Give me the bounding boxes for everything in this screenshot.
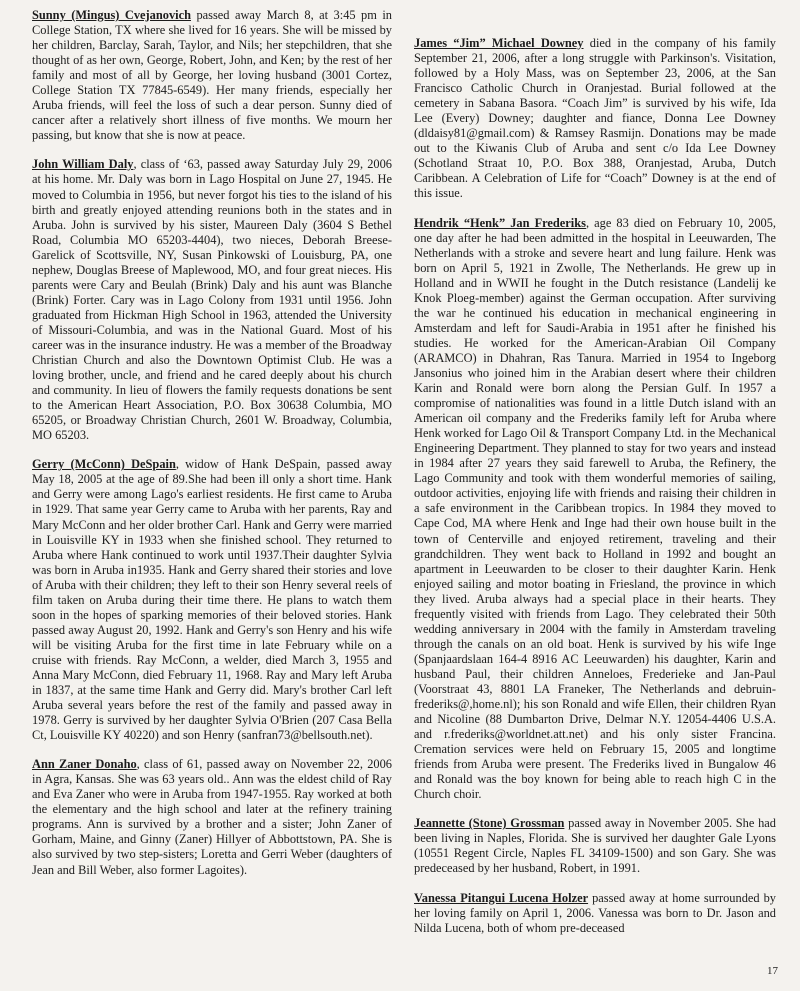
- obituary-entry: [414, 216, 776, 803]
- obituary-name: Hendrik “Henk” Jan Frederiks: [414, 215, 586, 230]
- obituary-text: , class of ‘63, passed away Saturday July 29, 2006 at his home. Mr. Daly was born in Lago Hospital on June 27, 1945. He moved to Columbia in 1956, but never forgot his ties to the island of his birth and greatly enjoyed attending reunions both in the states and in Aruba. John is survived by his sister, Maureen Daly (3604 S Bethel Road, Columbia MO 65203-4404), two nieces, Deborah Breese-Garelick of Scottsville, NY, Susan Pinkowski of Louisburg, PA, one nephew, Douglas Breese of Maplewood, MO, and four great nieces. His parents were Cary and Beulah (Brink) Daly and his aunt was Blanche (Brink) Forter. Cary was in Lago Colony from 1931 until 1956. John graduated from Hickman High School in 1963, attended the University of Missouri-Columbia, and was in the National Guard. Most of his career was in the insurance industry. He was a member of the Broadway Christian Church and also the Downtown Optimist Club. He was a loving brother, uncle, and friend and he cared deeply about his church and community. In lieu of flowers the family requests donations be sent to the American Heart Association, P.O. Box 30638 Columbia, MO 65205, or Broadway Christian Church, 2601 W. Broadway, Columbia, MO 65203.: [32, 157, 392, 443]
- obituary-text: passed away in November 2005. She had been living in Naples, Florida. She is survived her daughter Gale Lyons (10551 Regent Circle, Naples FL 34109-1500) and son Gary. She was predeceased by her husband, Robert, in 1991.: [414, 816, 776, 876]
- obituary-entry: [32, 8, 392, 143]
- obituary-name: Jeannette (Stone) Grossman: [414, 816, 565, 831]
- page-number: 17: [767, 965, 778, 977]
- obituary-entry: [32, 457, 392, 743]
- obituary-text: , age 83 died on February 10, 2005, one day after he had been admitted in the hospital in Leeuwarden, The Netherlands with a stroke and severe heart and lung failure. Henk was born on April 5, 1921 in Zwolle, The Netherlands. He grew up in Holland and in WWII he fought in the Dutch resistance (Landelij ke Knok Ploeg-member) against the German occupation. After surviving the war he continued his education in mechanical engineering in Amsterdam and left for Saudi-Arabia in 1951 after he finished his studies. He worked for the American-Arabian Oil Company (ARAMCO) in Dhahran, Ras Tanura. Married in 1954 to Ingeborg Jansonius who joined him in the Arabian desert where their children Karin and Ronald were born along the Persian Gulf. In 1957 a compromise of nationalities was found in a little Dutch island with an American oil company and the Frederiks family left for Aruba where Henk worked for Lago Oil & Transport Company Ltd. in the Mechanical Engineering Department. They planned to stay for two years and instead in 1984 after 27 years they said farewell to Aruba, the Refinery, the Lago Community and took with them wonderful memories of sailing, outdoor activities, enjoying life with friends and raising their children in a safe environment in the Caribbean tropics. In 1984 they moved to Cape Cod, MA where Henk and Inge had their own house built in the town of Centerville and enjoyed retirement, traveling and their grandchildren. They went back to Holland in 1992 and bought an apartment in Leeuwarden to be closer to their daughter Karin. Henk enjoyed sailing and motor boating in Friesland, the province in which they lived. Aruba always had a special place in their hearts. They frequently visited with friends from Lago. They celebrated their 50th wedding anniversary in 2004 with the family in Amsterdam traveling through the canals on an old boat. Henk is survived by his wife Inge (Spanjaardslaan 164-4 8916 AC Leeuwarden) his daughter, Karin and husband Paul, their children Anneloes, Frederieke and Jan-Paul (Voorstraat 43, 8801 LA Franeker, The Netherlands and debruin-frederiks@,home.nl); his son Ronald and wife Ellen, their children Ryan and Nicoline (88 Dumbarton Drive, Delmar N.Y. 12054-4406 U.S.A. and r.frederiks@worldnet.att.net) and his only sister Francina. Cremation services were held on February 15, 2005 and longtime friends from Aruba were present. The Frederiks lived in Bungalow 46 and Ronald was the boy known for being able to reach high C in the Church choir.: [414, 215, 777, 802]
- left-column: [32, 8, 392, 892]
- obituary-name: Vanessa Pitangui Lucena Holzer: [414, 890, 589, 905]
- obituary-entry: [414, 891, 776, 936]
- obituary-entry: [414, 36, 776, 202]
- obituary-text: passed away March 8, at 3:45 pm in College Station, TX where she lived for 16 years. She will be missed by her children, Barclay, Sarah, Taylor, and Nils; her stepchildren, that she thought of as her own, George, Robert, John, and Ken; by the rest of her family and most of all by George, her loving husband (3001 Cortez, College Station TX 77845-6549). Her many friends, especially her Aruba friends, will feel the loss of such a dear person. Sunny died of cancer after a relatively short illness of five months. We mourn her passing, but know that she is now at peace.: [32, 8, 392, 143]
- obituary-name: Ann Zaner Donaho: [32, 757, 137, 772]
- obituary-entry: [414, 816, 776, 876]
- obituary-name: John William Daly: [32, 157, 134, 172]
- obituary-text: , widow of Hank DeSpain, passed away May 18, 2005 at the age of 89.She had been ill only a short time. Hank and Gerry were among Lago's earliest residents. He first came to Aruba in 1929. That same year Gerry came to Aruba with her parents, Ray and Mary McConn and her older brother Carl. Hank and Gerry were married in Louisville KY in 1933 when she finished school. They returned to Aruba where Hank continued to work until 1937.Their daughter Sylvia was born in Aruba in1935. Hank and Gerry shared their stories and love of Aruba with their children; they left to their son Henry several reels of film taken on Aruba during their time there. He plans to watch them soon in the hopes of sparking memories of their beloved stories. Hank passed away August 20, 1992. Hank and Gerry's son Henry and his wife will be visiting Aruba for the first time in late February while on a cruise with friends. Ray McConn, a welder, died March 3, 1955 and Anna Mary McConn, died February 11, 1968. Ray and Mary left Aruba in 1837, at the same time Hank and Gerry did. Mary's brother Carl left Aruba several years before the rest of the family and passed away in 1978. Gerry is survived by her daughter Sylvia O'Brien (207 Casa Bella Ct, Louisville KY 40220) and son Henry (sanfran73@bellsouth.net).: [32, 457, 392, 743]
- obituary-name: James “Jim” Michael Downey: [414, 36, 584, 50]
- obituary-entry: [32, 157, 392, 443]
- obituary-text: died in the company of his family September 21, 2006, after a long struggle with Parkinson's. Visitation, followed by a Holy Mass, was on September 23, 2006, at the San Francisco Catholic Church in Oranjestad. Burial followed at the cemetery in Sabana Basora. “Coach Jim” is survived by his wife, Ida Lee (Every) Downey; daughter and fiance, Donna Lee Downey (dldaisy81@gmail.com) & Ramsey Rasmijn. Donations may be made out to the Kiwanis Club of Aruba and sent c/o Ida Lee Downey (Schotland Straat 10, P.O. Box 388, Oranjestad, Aruba, Dutch Caribbean. A Celebration of Life for “Coach” Downey is at the end of this issue.: [414, 36, 776, 201]
- right-column: [414, 36, 776, 950]
- obituary-text: , class of 61, passed away on November 22, 2006 in Agra, Kansas. She was 63 years old.. Ann was the eldest child of Ray and Eva Zaner who were in Aruba from 1947-1955. Ray worked at both the elementary and the high school and later at the refinery training programs. Ann is survived by a brother and a sister; John Zaner of Gorham, Maine, and Ginny (Zaner) Hillyer of Abbottstown, PA. She is also survived by two step-sisters; Loretta and Gerri Weber (daughters of Jean and Bill Weber, also former Lagoites).: [32, 757, 392, 877]
- obituary-name: Sunny (Mingus) Cvejanovich: [32, 8, 191, 22]
- obituary-name: Gerry (McConn) DeSpain: [32, 457, 176, 472]
- obituary-entry: [32, 757, 392, 877]
- obituary-text: passed away at home surrounded by her loving family on April 1, 2006. Vanessa was born to Dr. Jason and Nilda Lucena, both of whom pre-deceased: [414, 890, 776, 935]
